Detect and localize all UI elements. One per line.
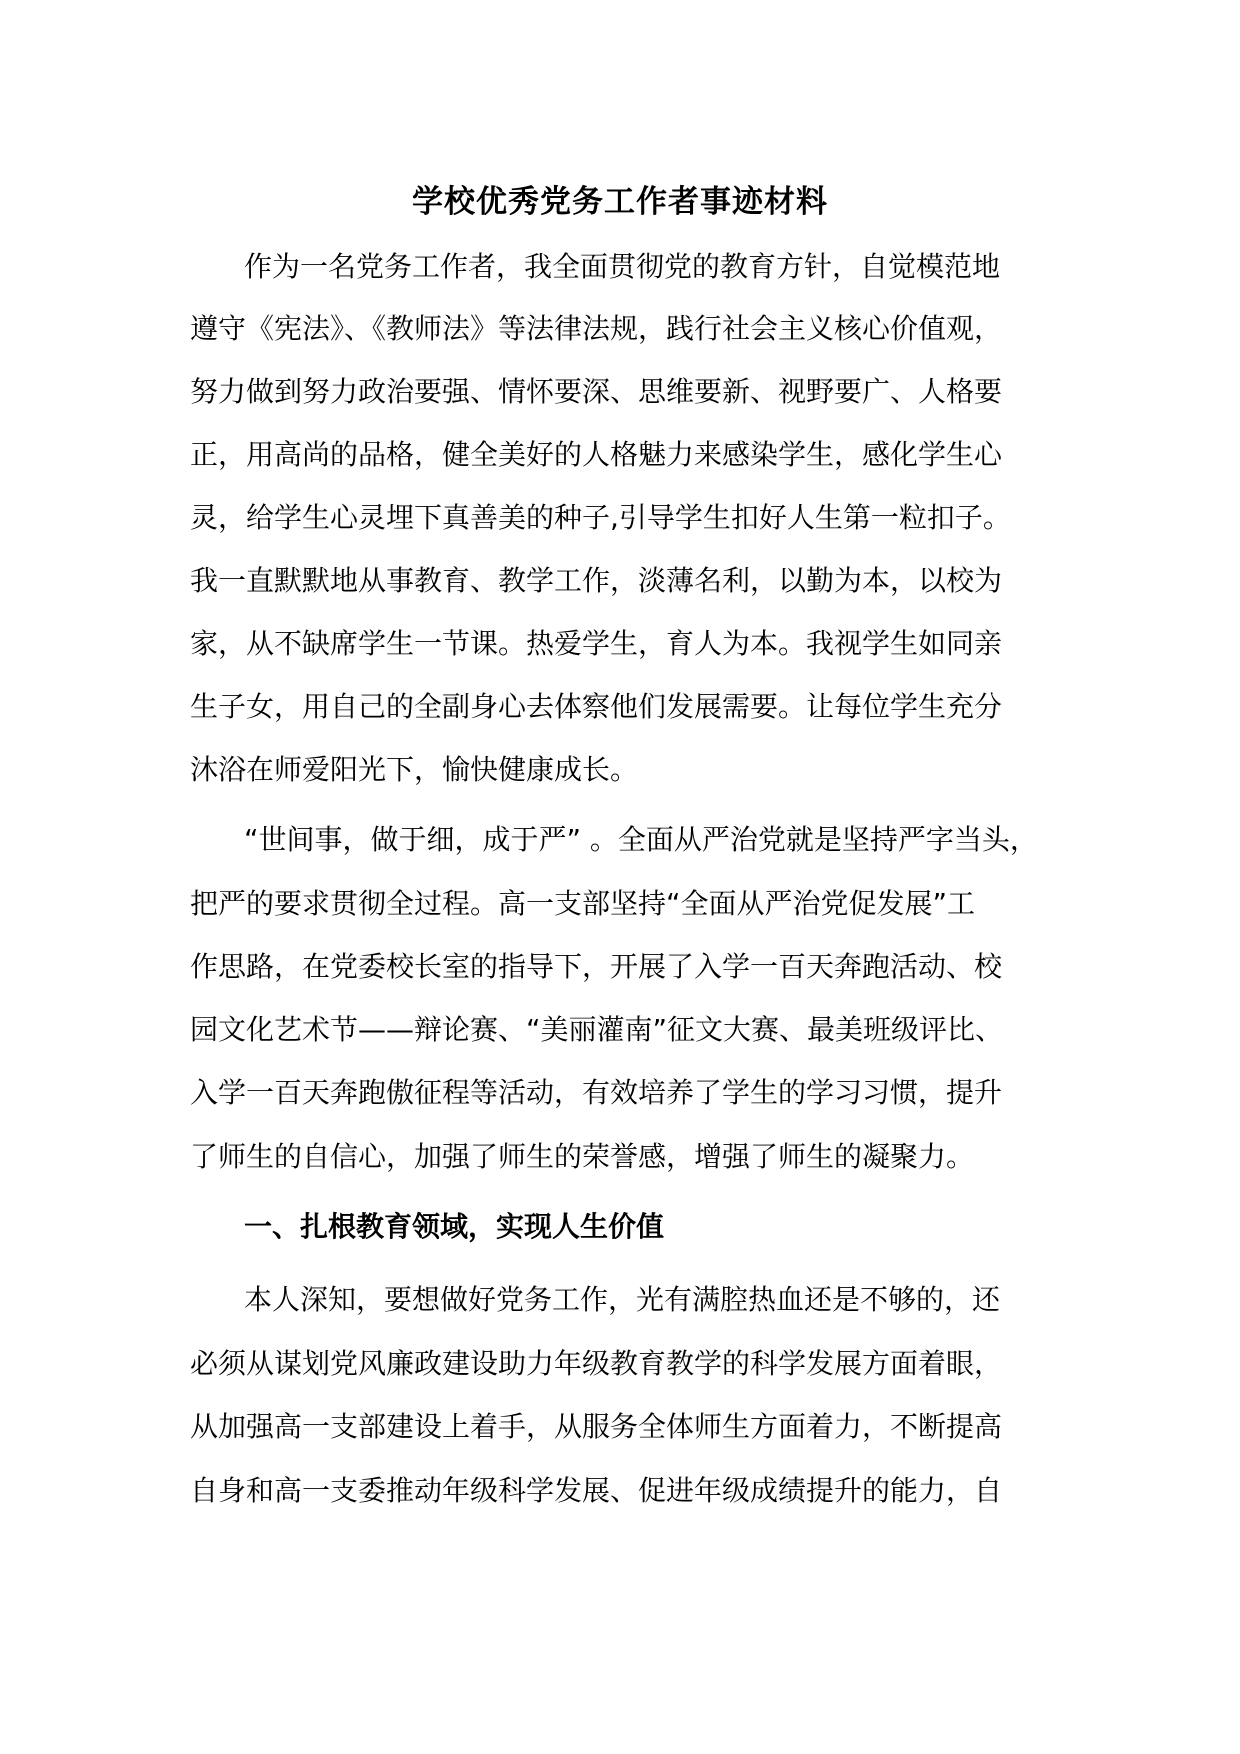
paragraph-2-line-6: 了师生的自信心，加强了师生的荣誉感，增强了师生的凝聚力。 <box>190 1140 975 1173</box>
paragraph-1-line-4: 正，用高尚的品格，健全美好的人格魅力来感染学生，感化学生心 <box>190 438 1003 471</box>
paragraph-2-line-3: 作思路，在党委校长室的指导下，开展了入学一百天奔跑活动、校 <box>190 950 1003 983</box>
paragraph-3-line-4: 自身和高一支委推动年级科学发展、促进年级成绩提升的能力，自 <box>190 1474 1003 1507</box>
document-title: 学校优秀党务工作者事迹材料 <box>412 184 828 220</box>
paragraph-3-line-1: 本人深知，要想做好党务工作，光有满腔热血还是不够的，还 <box>244 1283 1001 1316</box>
paragraph-1-line-8: 生子女，用自己的全副身心去体察他们发展需要。让每位学生充分 <box>190 690 1003 723</box>
paragraph-3-line-2: 必须从谋划党风廉政建设助力年级教育教学的科学发展方面着眼， <box>190 1347 1003 1380</box>
paragraph-1-line-6: 我一直默默地从事教育、教学工作，淡薄名利，以勤为本，以校为 <box>190 564 1003 597</box>
paragraph-2-line-1: “世间事，做于细，成于严” 。全面从严治党就是坚持严字当头， <box>244 823 1038 856</box>
paragraph-2-line-4: 园文化艺术节——辩论赛、“美丽灌南”征文大赛、最美班级评比、 <box>190 1013 1004 1046</box>
paragraph-1-line-1: 作为一名党务工作者，我全面贯彻党的教育方针，自觉模范地 <box>244 250 1001 283</box>
paragraph-1-line-5: 灵，给学生心灵埋下真善美的种子,引导学生扣好人生第一粒扣子。 <box>190 501 1011 534</box>
paragraph-1-line-7: 家，从不缺席学生一节课。热爱学生，育人为本。我视学生如同亲 <box>190 627 1003 660</box>
section-1-heading: 一、扎根教育领域，实现人生价值 <box>244 1210 665 1243</box>
paragraph-1-line-9: 沐浴在师爱阳光下，愉快健康成长。 <box>190 753 639 786</box>
paragraph-1-line-3: 努力做到努力政治要强、情怀要深、思维要新、视野要广、人格要 <box>190 375 1003 408</box>
paragraph-3-line-3: 从加强高一支部建设上着手，从服务全体师生方面着力，不断提高 <box>190 1410 1003 1443</box>
paragraph-2-line-5: 入学一百天奔跑傲征程等活动，有效培养了学生的学习习惯，提升 <box>190 1076 1003 1109</box>
paragraph-2-line-2: 把严的要求贯彻全过程。高一支部坚持“全面从严治党促发展”工 <box>190 887 976 920</box>
paragraph-1-line-2: 遵守《宪法》、《教师法》等法律法规，践行社会主义核心价值观， <box>190 312 1003 345</box>
